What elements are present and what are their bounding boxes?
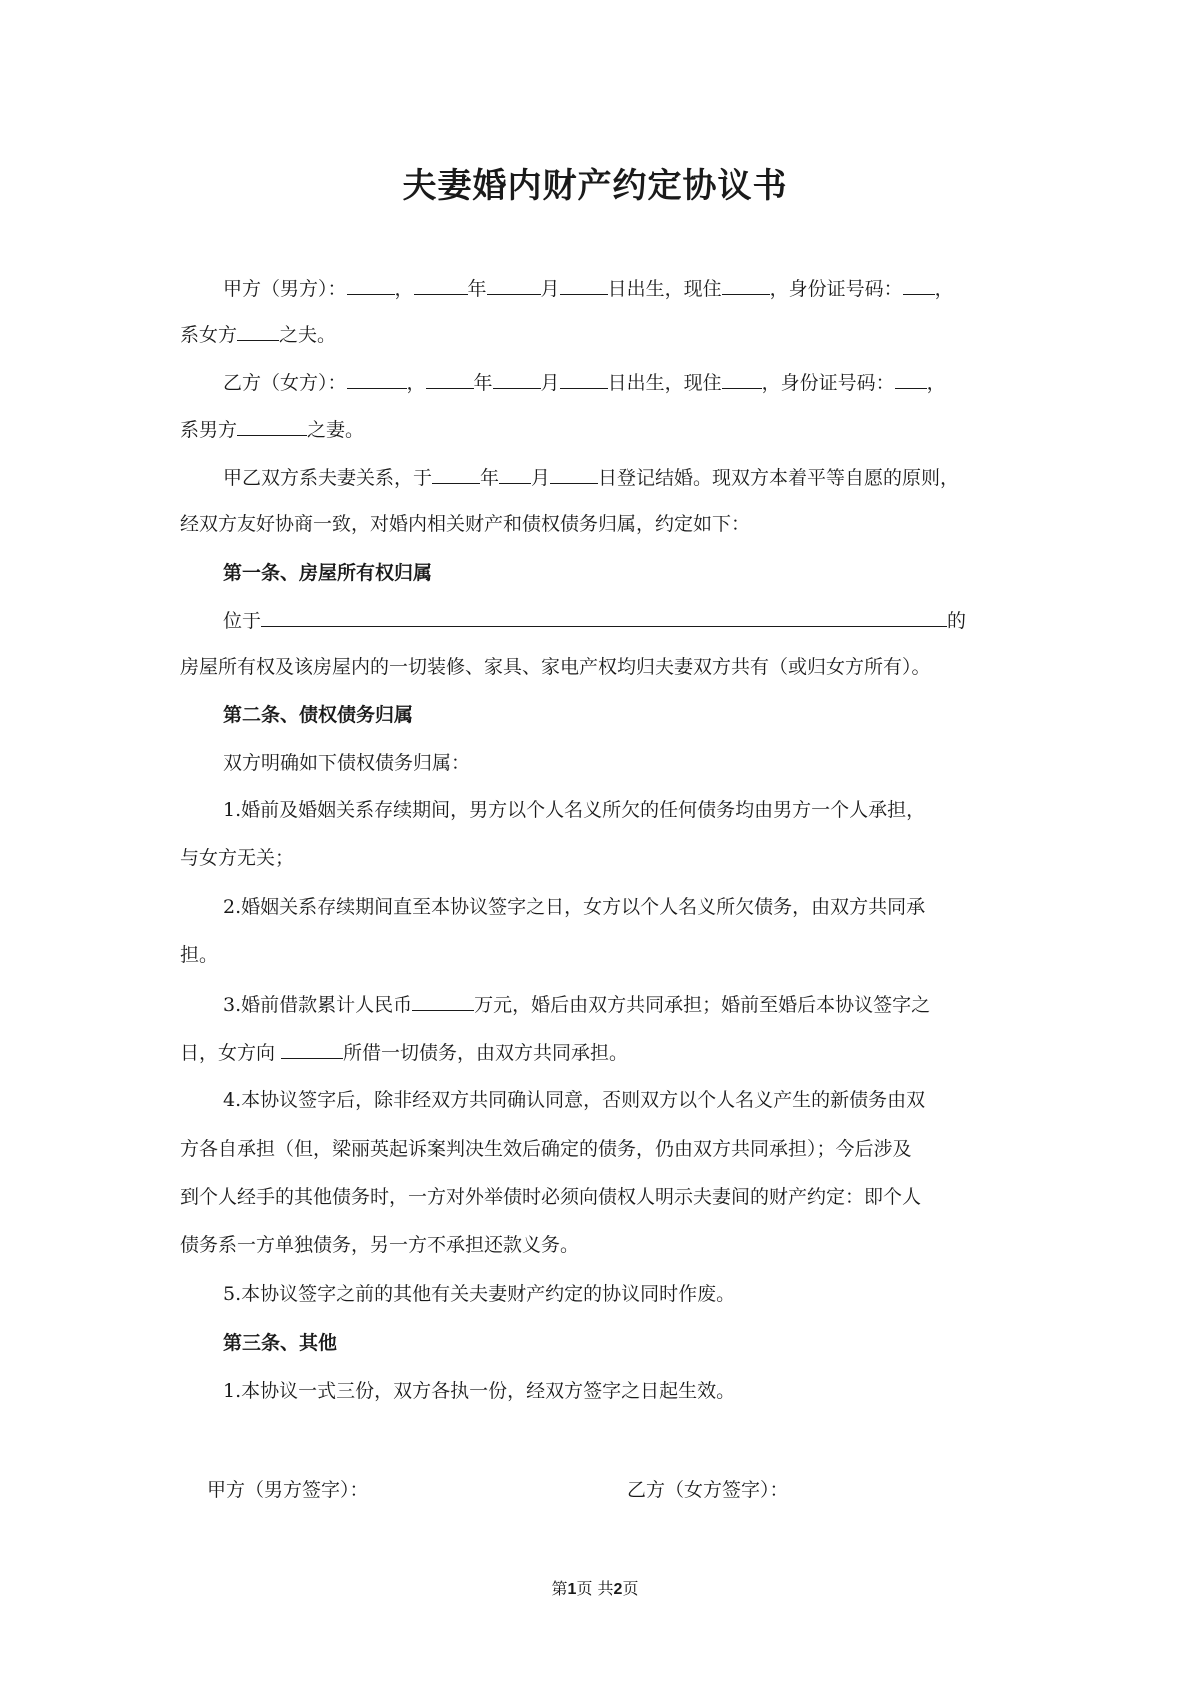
id-blank bbox=[903, 276, 935, 295]
article-2-item-1-cont: 与女方无关； bbox=[180, 847, 295, 869]
article-2-item-3-cont: 日，女方向 所借一切债务，由双方共同承担。 bbox=[180, 1042, 629, 1064]
article-2-item-4-cont-3: 债务系一方单独债务，另一方不承担还款义务。 bbox=[180, 1234, 580, 1256]
intro-line-2: 经双方友好协商一致，对婚内相关财产和债权债务归属，约定如下： bbox=[180, 513, 751, 535]
document-title: 夫妻婚内财产约定协议书 bbox=[402, 166, 788, 206]
article-2-intro: 双方明确如下债权债务归属： bbox=[223, 752, 471, 774]
husband-name-blank bbox=[237, 417, 307, 436]
article-2-item-3: 3.婚前借款累计人民币 万元，婚后由双方共同承担；婚前至婚后本协议签字之 bbox=[223, 994, 931, 1016]
month-blank bbox=[499, 465, 531, 484]
creditor-blank bbox=[281, 1040, 343, 1059]
name-blank bbox=[347, 276, 395, 295]
article-2-item-2-cont: 担。 bbox=[180, 944, 219, 966]
signature-party-a: 甲方（男方签字）： bbox=[207, 1479, 369, 1501]
signature-party-b: 乙方（女方签字）： bbox=[627, 1479, 789, 1501]
month-blank bbox=[493, 370, 541, 389]
day-blank bbox=[550, 465, 598, 484]
article-3-item-1: 1.本协议一式三份，双方各执一份，经双方签字之日起生效。 bbox=[223, 1380, 736, 1402]
article-3-heading: 第三条、其他 bbox=[223, 1332, 338, 1354]
article-2-item-1: 1.婚前及婚姻关系存续期间，男方以个人名义所欠的任何债务均由男方一个人承担， bbox=[223, 799, 926, 821]
article-1-line-2: 房屋所有权及该房屋内的一切装修、家具、家电产权均归夫妻双方共有（或归女方所有）。 bbox=[180, 656, 931, 678]
wife-name-blank bbox=[237, 322, 279, 341]
party-a-label: 甲方（男方）： bbox=[223, 278, 347, 300]
article-2-item-4-cont-2: 到个人经手的其他债务时，一方对外举债时必须向债权人明示夫妻间的财产约定：即个人 bbox=[180, 1186, 922, 1208]
party-b-line: 乙方（女方）： ， 年 月 日出生，现住 ，身份证号码： ， bbox=[223, 372, 946, 394]
address-blank bbox=[722, 276, 770, 295]
article-2-item-2: 2.婚姻关系存续期间直至本协议签字之日，女方以个人名义所欠债务，由双方共同承 bbox=[223, 896, 926, 918]
party-a-line-2: 系女方 之夫。 bbox=[180, 324, 337, 346]
page-total: 2 bbox=[613, 1581, 623, 1598]
amount-blank bbox=[412, 992, 474, 1011]
article-2-item-4-cont-1: 方各自承担（但，梁丽英起诉案判决生效后确定的债务，仍由双方共同承担）；今后涉及 bbox=[180, 1138, 912, 1160]
day-blank bbox=[560, 370, 608, 389]
party-b-label: 乙方（女方）： bbox=[223, 372, 347, 394]
page-number: 1 bbox=[567, 1581, 577, 1598]
page-footer: 第1页 共2页 bbox=[551, 1579, 639, 1598]
name-blank bbox=[347, 370, 407, 389]
article-2-item-4: 4.本协议签字后，除非经双方共同确认同意，否则双方以个人名义产生的新债务由双 bbox=[223, 1089, 926, 1111]
id-blank bbox=[895, 370, 927, 389]
article-2-item-5: 5.本协议签字之前的其他有关夫妻财产约定的协议同时作废。 bbox=[223, 1283, 736, 1305]
month-blank bbox=[487, 276, 541, 295]
intro-line: 甲乙双方系夫妻关系，于 年 月 日登记结婚。现双方本着平等自愿的原则， bbox=[223, 467, 960, 489]
party-a-line: 甲方（男方）： ， 年 月 日出生，现住 ，身份证号码： ， bbox=[223, 278, 954, 300]
year-blank bbox=[426, 370, 474, 389]
article-1-heading: 第一条、房屋所有权归属 bbox=[223, 562, 433, 584]
year-blank bbox=[414, 276, 468, 295]
article-2-heading: 第二条、债权债务归属 bbox=[223, 704, 414, 726]
address-blank bbox=[722, 370, 762, 389]
day-blank bbox=[560, 276, 608, 295]
location-blank bbox=[261, 608, 947, 627]
year-blank bbox=[432, 465, 480, 484]
party-b-line-2: 系男方 之妻。 bbox=[180, 419, 365, 441]
article-1-location-line: 位于 的 bbox=[223, 610, 967, 632]
